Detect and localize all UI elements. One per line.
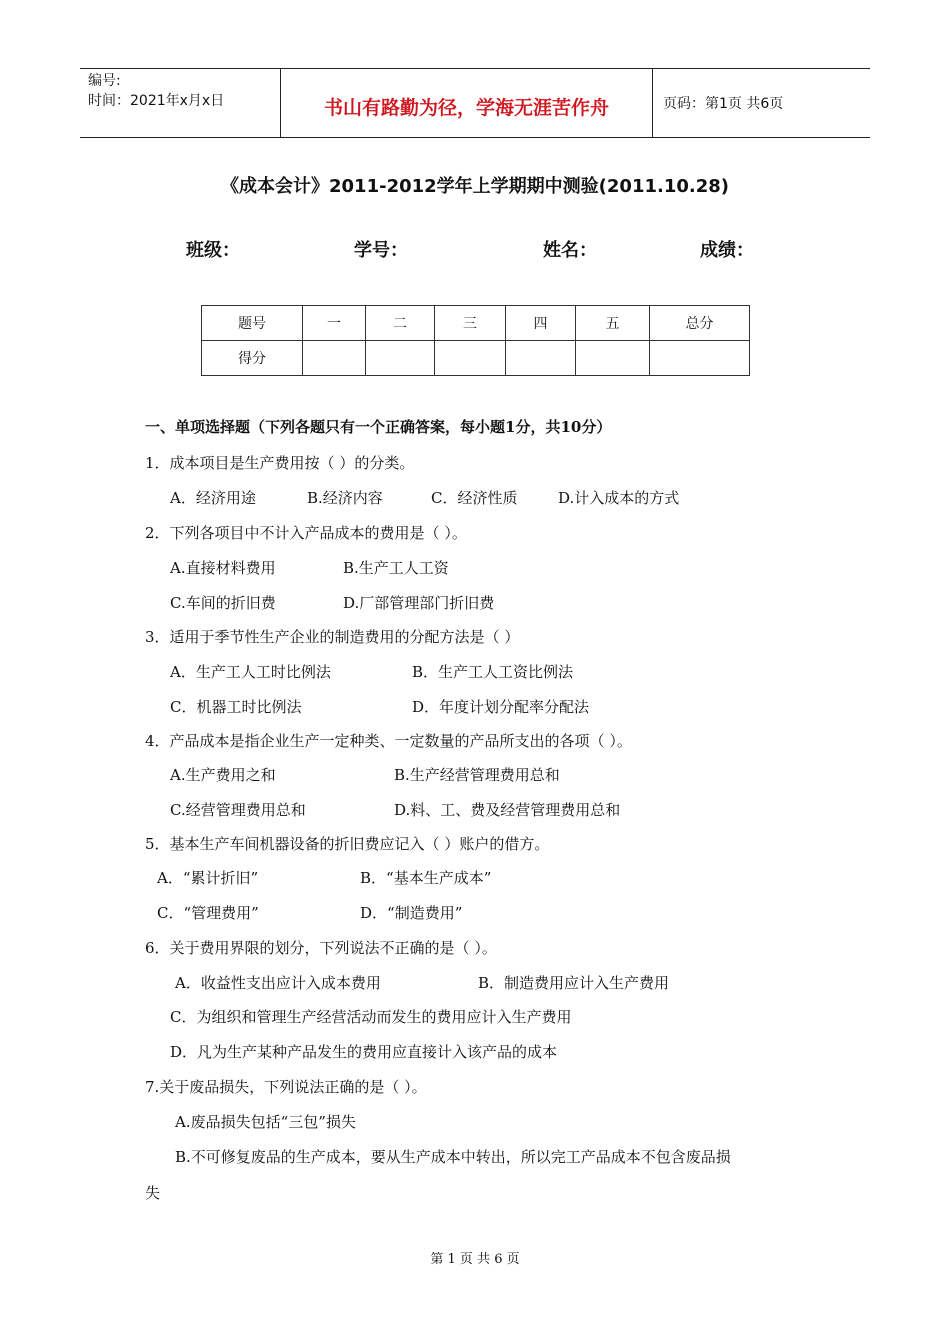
time-label: 时间：2021年x月x日 (88, 93, 225, 109)
motto: 书山有路勤为径，学海无涯苦作舟 (281, 69, 653, 137)
option-2b: B.生产工人工资 (343, 559, 449, 577)
option-5a: A．“累计折旧” (157, 869, 259, 887)
option-4a: A.生产费用之和 (170, 766, 276, 784)
score-header-cell: 题号 (202, 306, 303, 341)
option-4b: B.生产经营管理费用总和 (394, 766, 560, 784)
option-2d: D.厂部管理部门折旧费 (343, 594, 495, 612)
option-6c: C．为组织和管理生产经营活动而发生的费用应计入生产费用 (170, 1008, 572, 1026)
option-1a: A．经济用途 (170, 489, 256, 507)
score-table-score-row (202, 341, 750, 376)
option-4c: C.经营管理费用总和 (170, 801, 306, 819)
question-6: 6．关于费用界限的划分，下列说法不正确的是（ ）。 (145, 939, 497, 957)
question-4: 4．产品成本是指企业生产一定种类、一定数量的产品所支出的各项（ ）。 (145, 732, 632, 750)
score-header-cell: 五 (576, 306, 650, 341)
option-2c: C.车间的折旧费 (170, 594, 276, 612)
question-7: 7.关于废品损失，下列说法正确的是（ ）。 (145, 1078, 427, 1096)
option-1b: B.经济内容 (307, 489, 383, 507)
name-label: 姓名： (543, 240, 597, 261)
option-3d: D．年度计划分配率分配法 (412, 698, 590, 716)
score-table-header-row (202, 306, 750, 341)
option-7b: B.不可修复废品的生产成本，要从生产成本中转出，所以完工产品成本不包含废品损 (175, 1148, 731, 1166)
score-cell[interactable] (650, 341, 750, 376)
option-1c: C．经济性质 (431, 489, 518, 507)
option-6a: A．收益性支出应计入成本费用 (175, 974, 381, 992)
score-header-cell: 总分 (650, 306, 750, 341)
page-info: 页码：第1页 共6页 (663, 96, 784, 112)
option-3b: B．生产工人工资比例法 (412, 663, 574, 681)
option-5d: D．“制造费用” (360, 904, 463, 922)
option-6b: B．制造费用应计入生产费用 (478, 974, 670, 992)
section-heading: 一、单项选择题（下列各题只有一个正确答案，每小题1分，共10分） (145, 418, 612, 436)
option-7b-continued: 失 (145, 1184, 161, 1202)
option-5b: B．“基本生产成本” (360, 869, 492, 887)
code-label: 编号: (88, 73, 121, 89)
option-3a: A．生产工人工时比例法 (170, 663, 331, 681)
score-cell[interactable] (576, 341, 650, 376)
document-header (80, 68, 870, 138)
option-5c: C．“管理费用” (157, 904, 259, 922)
option-7a: A.废品损失包括“三包”损失 (175, 1113, 356, 1131)
student-id-label: 学号： (354, 240, 408, 261)
question-5: 5．基本生产车间机器设备的折旧费应记入（ ）账户的借方。 (145, 835, 550, 853)
score-header-cell: 二 (366, 306, 435, 341)
header-meta (80, 69, 281, 137)
option-4d: D.料、工、费及经营管理费用总和 (394, 801, 621, 819)
score-label: 成绩： (700, 240, 754, 261)
page-footer: 第 1 页 共 6 页 (430, 1252, 520, 1267)
score-row-label: 得分 (202, 341, 303, 376)
question-1: 1．成本项目是生产费用按（ ）的分类。 (145, 454, 415, 472)
score-header-cell: 四 (506, 306, 576, 341)
option-1d: D.计入成本的方式 (558, 489, 680, 507)
question-2: 2．下列各项目中不计入产品成本的费用是（ ）。 (145, 524, 467, 542)
score-cell[interactable] (506, 341, 576, 376)
score-cell[interactable] (303, 341, 366, 376)
option-2a: A.直接材料费用 (170, 559, 276, 577)
exam-title: 《成本会计》2011-2012学年上学期期中测验(2011.10.28) (221, 176, 729, 197)
option-6d: D．凡为生产某种产品发生的费用应直接计入该产品的成本 (170, 1043, 558, 1061)
option-3c: C．机器工时比例法 (170, 698, 302, 716)
score-cell[interactable] (366, 341, 435, 376)
score-header-cell: 三 (435, 306, 506, 341)
score-header-cell: 一 (303, 306, 366, 341)
question-3: 3．适用于季节性生产企业的制造费用的分配方法是（ ） (145, 628, 520, 646)
score-table (201, 305, 750, 376)
score-cell[interactable] (435, 341, 506, 376)
class-label: 班级： (186, 240, 240, 261)
